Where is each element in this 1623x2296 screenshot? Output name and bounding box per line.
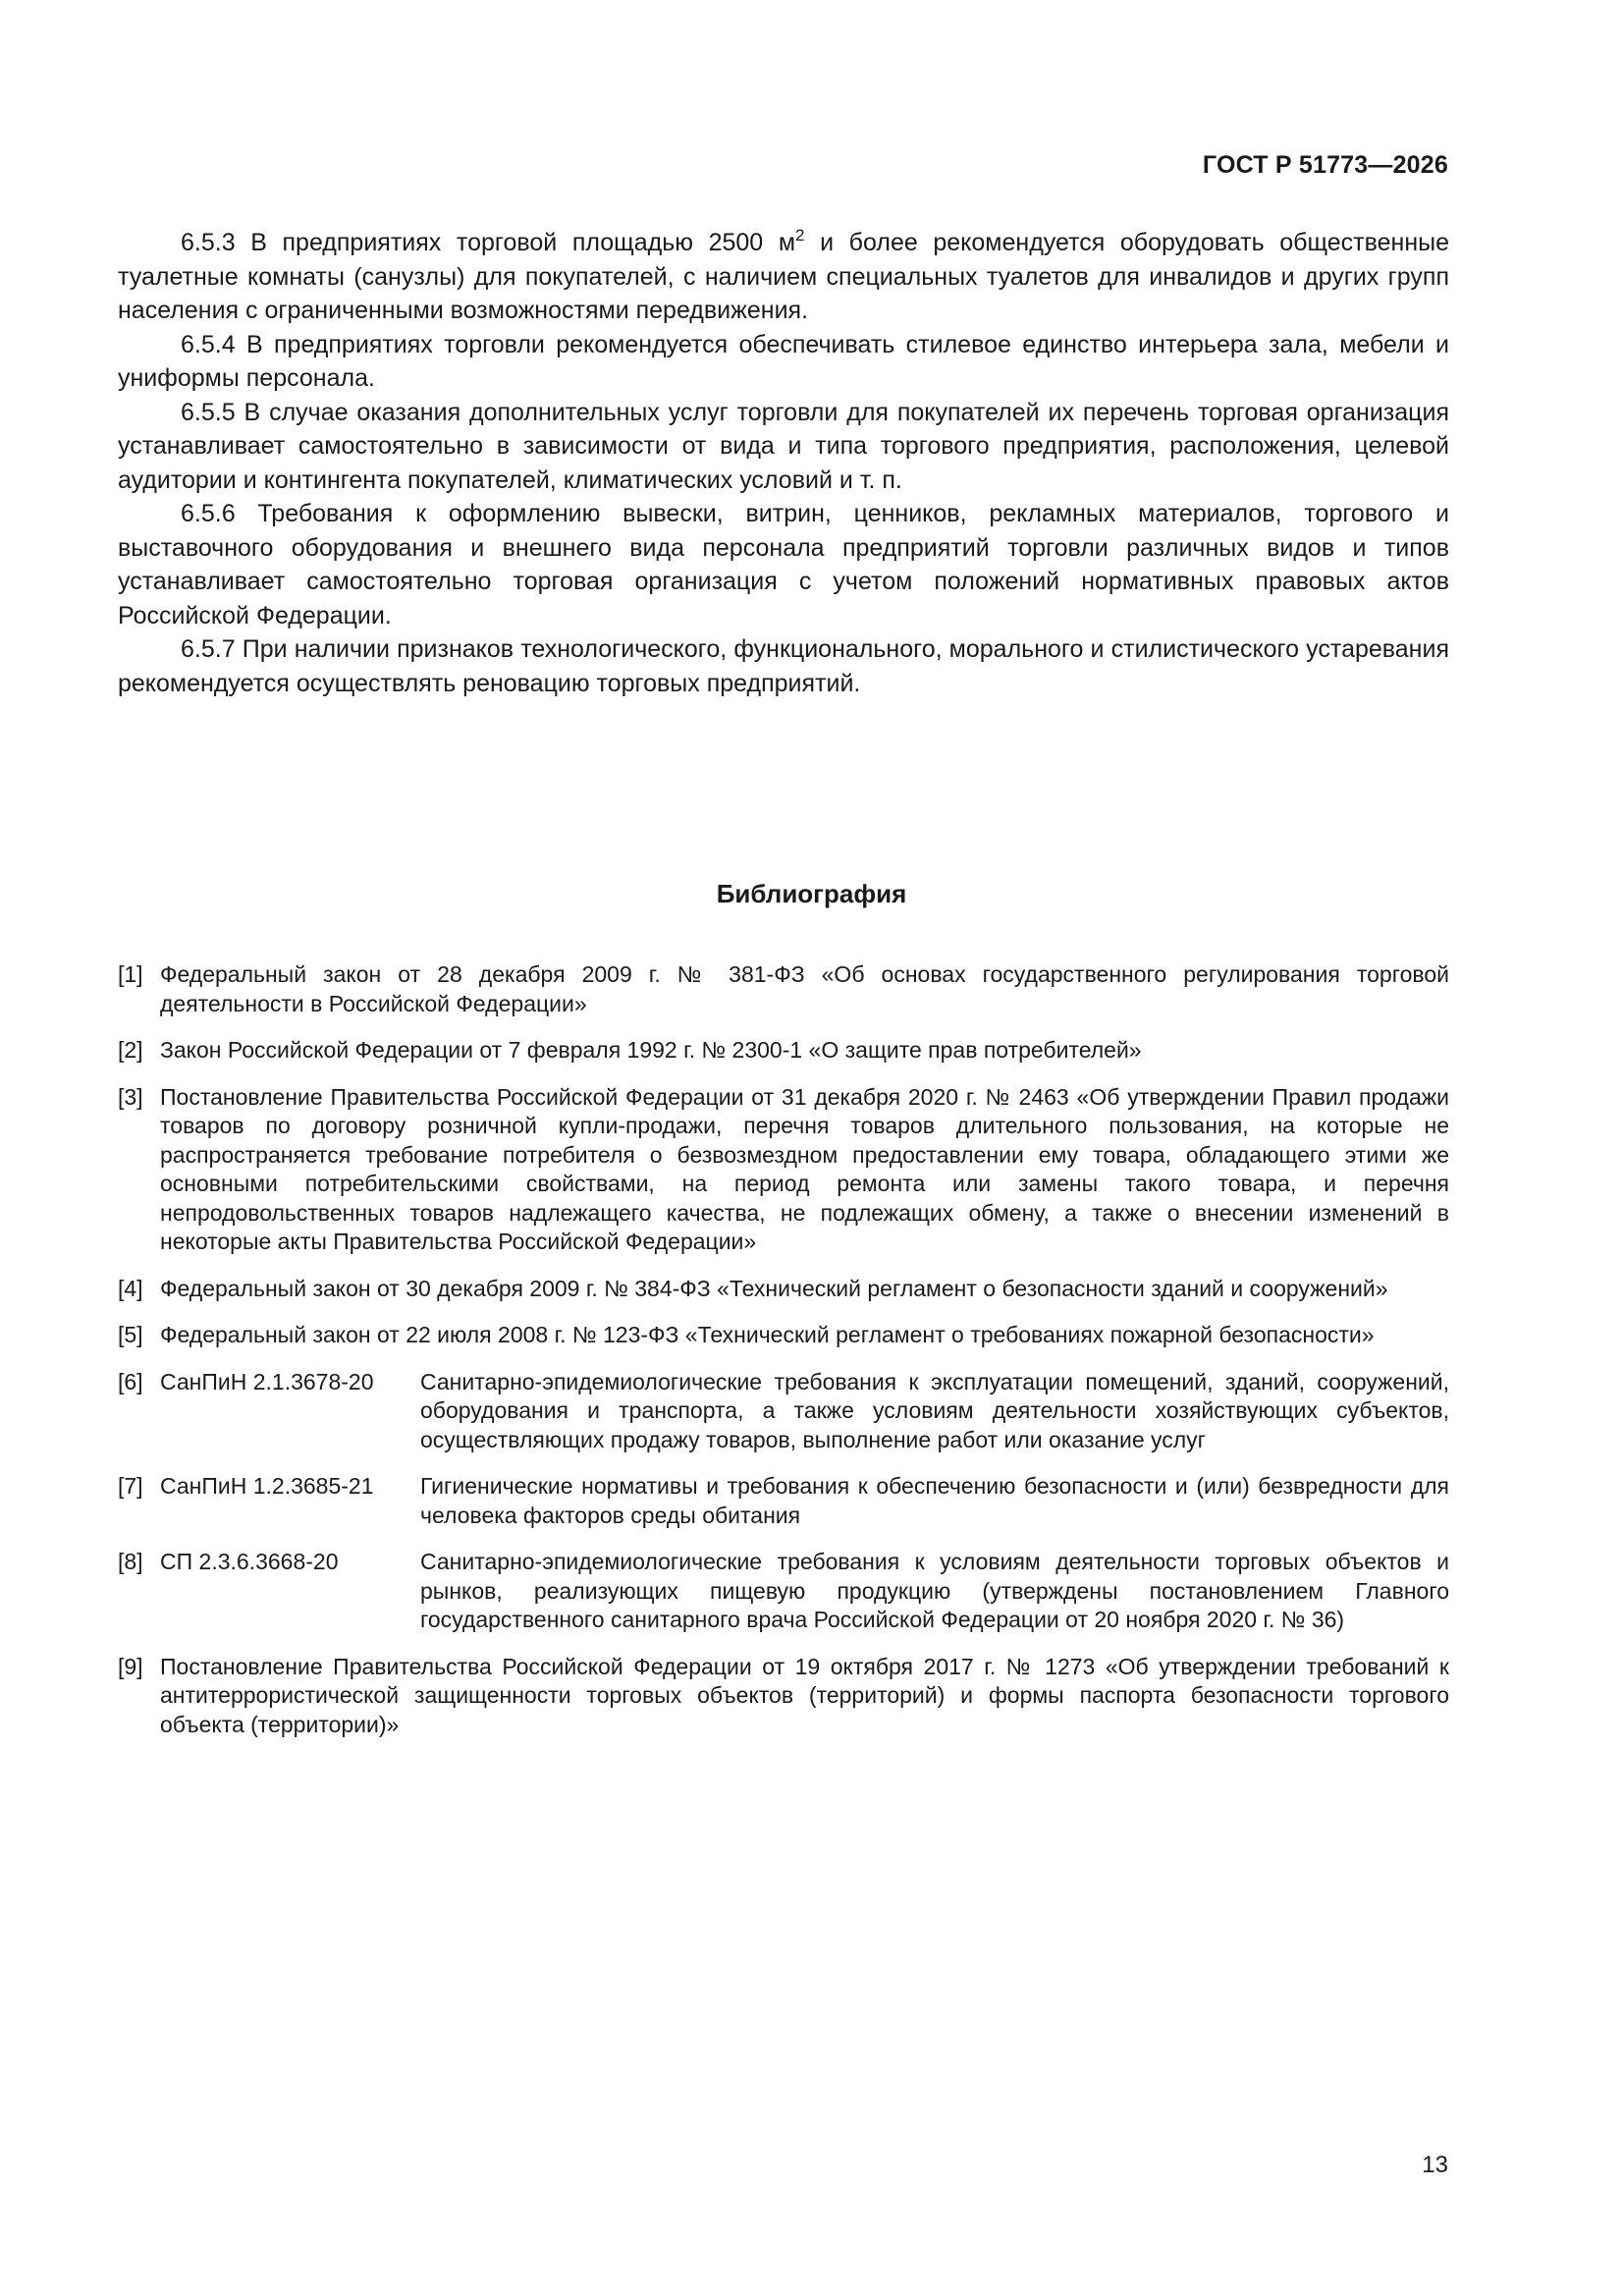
- bibliography-item: [118, 1321, 1449, 1350]
- item-number: [6]: [118, 1368, 143, 1394]
- paragraph-6-5-6: 6.5.6 Требования к оформлению вывески, витрин, ценников, рекламных материалов, торгового и выставочного оборудования и внешнего вида персонала предприятий торговли различных видов и типов устанавливает самостоятельно торговая организация с учетом положений нормативных правовых актов Российской Федерации.: [118, 500, 1449, 629]
- item-text: Федеральный закон от 30 декабря 2009 г. № 384-ФЗ «Технический регламент о безопасности зданий и сооружений»: [160, 1275, 1388, 1301]
- bibliography-item: [118, 1368, 1449, 1455]
- item-number: [4]: [118, 1275, 143, 1301]
- clause-text: [118, 226, 1449, 700]
- item-text: Гигиенические нормативы и требования к обеспечению безопасности и (или) безвредности для человека факторов среды обитания: [420, 1473, 1449, 1528]
- bibliography-item: [118, 1275, 1449, 1304]
- item-text: Санитарно-эпидемиологические требования к условиям деятельности торговых объектов и рынков, реализующих пищевую продукцию (утверждены постановлением Главного государственного санитарного врача Российской Федерации от 20 ноября 2020 г. № 36): [420, 1549, 1449, 1632]
- item-text: Санитарно-эпидемиологические требования к эксплуатации помещений, зданий, сооружений, оборудования и транспорта, а также условиям деятельности хозяйствующих субъектов, осуществляющих продажу товаров, выполнение работ или оказание услуг: [420, 1368, 1449, 1452]
- item-code: СанПиН 2.1.3678-20: [160, 1368, 374, 1394]
- bibliography-item: [118, 960, 1449, 1018]
- item-number: [7]: [118, 1473, 143, 1499]
- item-text: Постановление Правительства Российской Федерации от 19 октября 2017 г. № 1273 «Об утверждении требований к антитеррористической защищенности торговых объектов (территорий) и формы паспорта безопасности торгового объекта (территории)»: [160, 1653, 1449, 1737]
- paragraph-text: 6.5.3 В предприятиях торговой площадью 2500 м: [181, 229, 796, 256]
- item-code: СП 2.3.6.3668-20: [160, 1549, 339, 1574]
- item-number: [9]: [118, 1653, 143, 1679]
- item-code: СанПиН 1.2.3685-21: [160, 1473, 374, 1499]
- item-number: [5]: [118, 1322, 143, 1347]
- bibliography-item: [118, 1653, 1449, 1740]
- item-text: Закон Российской Федерации от 7 февраля 1992 г. № 2300-1 «О защите прав потребителей»: [160, 1037, 1142, 1063]
- paragraph-6-5-4: 6.5.4 В предприятиях торговли рекомендуется обеспечивать стилевое единство интерьера зала, мебели и униформы персонала.: [118, 330, 1449, 392]
- item-number: [2]: [118, 1037, 143, 1063]
- item-text: Федеральный закон от 22 июля 2008 г. № 123-ФЗ «Технический регламент о требованиях пожарной безопасности»: [160, 1322, 1375, 1347]
- bibliography-item: [118, 1036, 1449, 1066]
- bibliography-item: [118, 1083, 1449, 1257]
- bibliography-item: [118, 1472, 1449, 1530]
- paragraph-6-5-7: 6.5.7 При наличии признаков технологического, функционального, морального и стилистического устаревания рекомендуется осуществлять реновацию торговых предприятий.: [118, 635, 1449, 697]
- page-number: 13: [1422, 2152, 1448, 2178]
- bibliography-title: Библиография: [716, 879, 907, 908]
- item-text: Постановление Правительства Российской Федерации от 31 декабря 2020 г. № 2463 «Об утверждении Правил продажи товаров по договору розничной купли-продажи, перечня товаров длительного пользования, на которые не распространяется требование потребителя о безвозмездном предоставлении ему товара, обладающего этими же основными потребительскими свойствами, на период ремонта или замены такого товара, и перечня непродовольственных товаров надлежащего качества, не подлежащих обмену, а также о внесении изменений в некоторые акты Правительства Российской Федерации»: [160, 1083, 1449, 1254]
- superscript: 2: [795, 226, 805, 245]
- bibliography-list: [118, 960, 1449, 1757]
- paragraph-6-5-3: [118, 226, 1449, 328]
- paragraph-text: и более рекомендуется оборудовать общественные туалетные комнаты (санузлы) для покупателей, с наличием специальных туалетов для инвалидов и других групп населения с ограниченными возможностями передвижения.: [118, 229, 1450, 324]
- item-number: [1]: [118, 961, 143, 987]
- item-number: [8]: [118, 1549, 143, 1574]
- item-text: Федеральный закон от 28 декабря 2009 г. № 381-ФЗ «Об основах государственного регулирования торговой деятельности в Российской Федерации»: [160, 961, 1449, 1016]
- item-number: [3]: [118, 1083, 143, 1110]
- paragraph-6-5-5: 6.5.5 В случае оказания дополнительных услуг торговли для покупателей их перечень торговая организация устанавливает самостоятельно в зависимости от вида и типа торгового предприятия, расположения, целевой аудитории и контингента покупателей, климатических условий и т. п.: [118, 398, 1449, 494]
- bibliography-item: [118, 1548, 1449, 1635]
- document-code: ГОСТ Р 51773—2026: [1202, 151, 1448, 179]
